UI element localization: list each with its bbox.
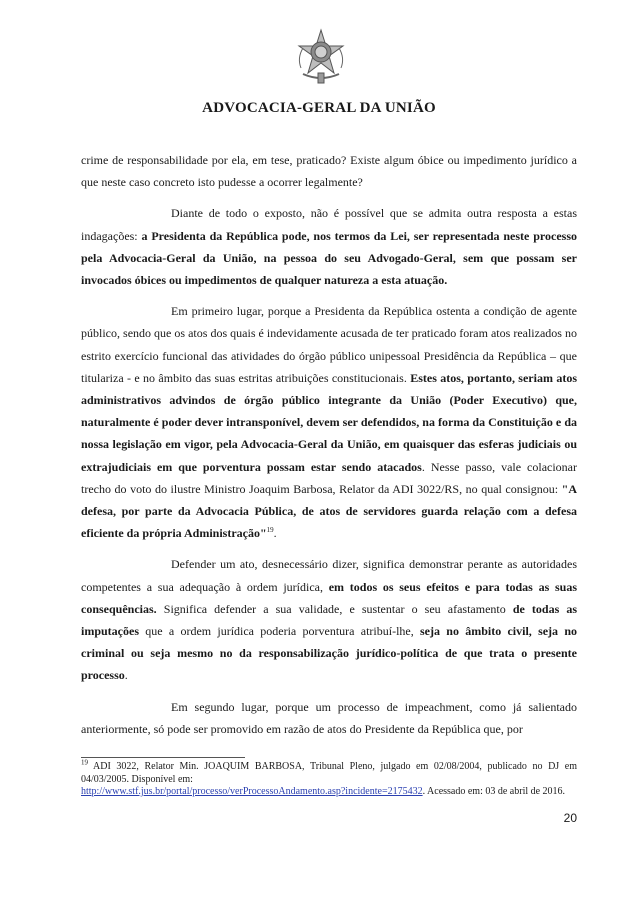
paragraph-3-end: .: [273, 526, 277, 541]
footnote-text-2: . Acessado em: 03 de abril de 2016.: [422, 786, 566, 798]
paragraph-3-text-2: . Nesse passo, vale colacionar trecho do voto do ilustre Ministro Joaquim Barbosa, Relator da ADI 3022/RS, no qual consignou:: [81, 459, 577, 496]
paragraph-4-text-2: Significa defender a sua validade, e sustentar o seu afastamento: [156, 601, 513, 616]
paragraph-3-bold: Estes atos, portanto, seriam atos administrativos advindos de órgão público integrante da União (Poder Executivo) que, naturalmente é poder dever intransponível, devem ser defendidos, na forma da Constituição e da nossa legislação em vigor, pela Advocacia-Geral da União, em quaisquer das esferas judiciais ou extrajudiciais em que porventura possam estar sendo atacados: [81, 370, 577, 474]
paragraph-5: Em segundo lugar, porque um processo de impeachment, como já salientado anteriormente, só pode ser promovido em razão de atos do Presidente da República que, por: [81, 699, 577, 736]
footnote-number: 19: [81, 758, 88, 767]
page-header-title: ADVOCACIA-GERAL DA UNIÃO: [202, 100, 436, 116]
footnote-divider: [81, 757, 245, 758]
quote-bold: "A defesa, por parte da Advocacia Pública, de atos de servidores guarda relação com a defesa eficiente da própria Administração": [81, 481, 577, 541]
footnote-link[interactable]: http://www.stf.jus.br/portal/processo/verProcessoAndamento.asp?incidente=2175432: [81, 786, 423, 798]
paragraph-2-text: Diante de todo o exposto, não é possível que se admita outra resposta a estas indagações:: [81, 206, 577, 243]
paragraph-4-text: Defender um ato, desnecessário dizer, significa demonstrar perante as autoridades competentes a sua adequação à ordem jurídica,: [81, 557, 577, 594]
paragraph-2: [81, 202, 577, 291]
coat-of-arms-icon: [293, 28, 349, 88]
footnote-text: ADI 3022, Relator Min. JOAQUIM BARBOSA, Tribunal Pleno, julgado em 02/08/2004, publicado no DJ em 04/03/2005. Disponível em:: [81, 761, 577, 785]
paragraph-4-bold-3: seja no âmbito civil, seja no criminal ou seja mesmo no da responsabilização jurídico-política de que trata o presente processo: [81, 624, 577, 683]
paragraph-3-text: Em primeiro lugar, porque a Presidenta da República ostenta a condição de agente público, sendo que os atos dos quais é indevidamente acusada de ter praticado foram atos realizados no estrito exercício funcional das atividades do órgão público unipessoal Presidência da República – que titulariza - e no âmbito das suas estritas atribuições constitucionais.: [81, 304, 577, 385]
paragraph-4-bold-2: de todas as imputações: [81, 601, 578, 639]
footnote-reference: 19: [266, 526, 274, 535]
paragraph-4: [81, 553, 577, 686]
paragraph-4-text-3: que a ordem jurídica poderia porventura atribuí-lhe,: [139, 624, 421, 639]
paragraph-4-end: .: [124, 668, 128, 683]
paragraph-3: [81, 300, 577, 544]
paragraph-2-bold: a Presidenta da República pode, nos termos da Lei, ser representada neste processo pela Advocacia-Geral da União, na pessoa do seu Advogado-Geral, sem que possam ser invocados óbices ou impedimentos de qualquer natureza a esta atuação.: [81, 228, 577, 288]
document-body: [81, 149, 577, 740]
footnote: [81, 758, 577, 799]
paragraph-4-bold-1: em todos os seus efeitos e para todas as suas consequências.: [81, 579, 578, 616]
page-number: 20: [563, 811, 577, 825]
paragraph-1: crime de responsabilidade por ela, em tese, praticado? Existe algum óbice ou impedimento jurídico a que neste caso concreto isto pudesse a ocorrer legalmente?: [81, 153, 577, 190]
footnote-19: [81, 758, 577, 799]
